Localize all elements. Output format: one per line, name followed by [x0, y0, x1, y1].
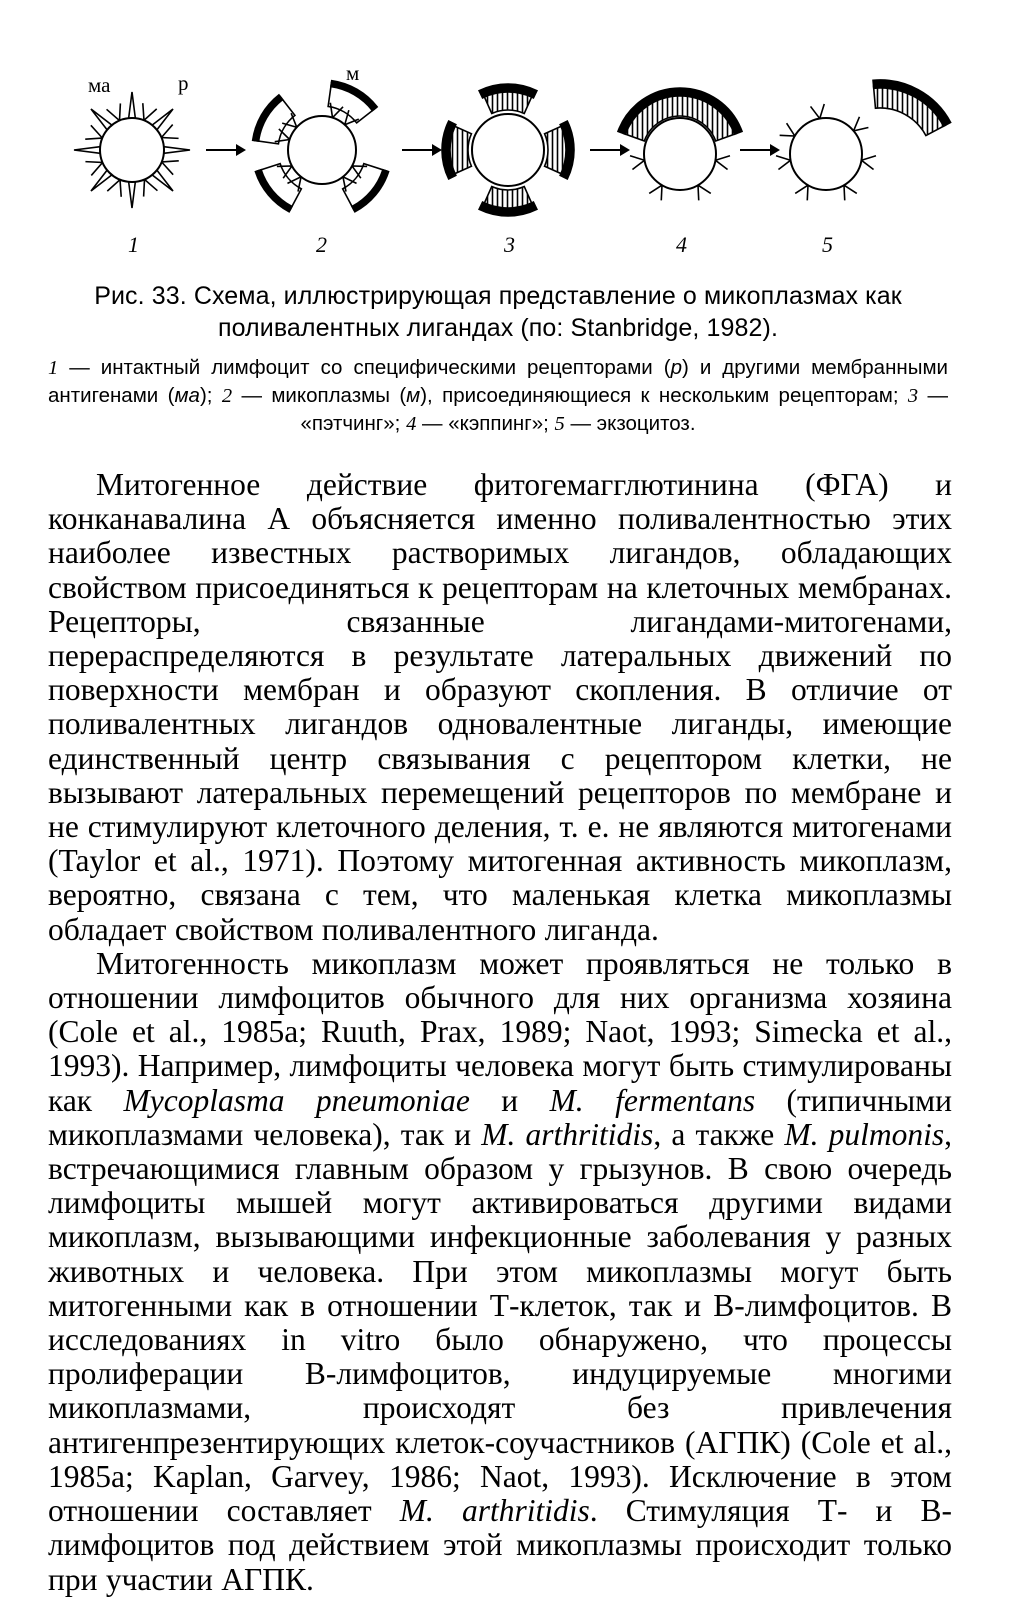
arrow-1-2 [206, 144, 246, 156]
legend-text-2b: ), присоединяющиеся к нескольким рецепторам; [420, 384, 908, 407]
figure-caption [48, 280, 948, 438]
cell-membrane [100, 118, 164, 182]
legend-number-1: 1 [48, 357, 59, 379]
species-name-2: M. fermentans [549, 1082, 756, 1118]
receptor [630, 156, 645, 170]
label-r: р [178, 71, 189, 95]
species-name-3: M. arthritidis [481, 1116, 654, 1152]
receptor [144, 179, 158, 196]
arrow-4-5 [740, 144, 780, 156]
exocytosed-cap [873, 80, 951, 136]
legend-number-5: 5 [554, 413, 565, 435]
receptor [811, 104, 825, 119]
cell-stage-4 [618, 88, 742, 200]
paragraph-2-text-c: (типичными микоплазмами человека), так и [48, 1082, 952, 1152]
legend-text-1b: ) и другими мембранными антигенами ( [48, 356, 948, 407]
legend-abbr-antigen: ма [174, 384, 200, 407]
stage-number-3: 3 [504, 232, 515, 257]
cell-stage-2 [253, 81, 389, 212]
arrow-2-3 [402, 144, 442, 156]
cell-membrane [790, 118, 862, 190]
cell-stage-5 [776, 104, 876, 200]
legend-text-5: — экзоцитоз. [564, 412, 696, 435]
legend-abbr-mycoplasma: м [406, 384, 421, 407]
receptor [844, 185, 857, 200]
species-name-5: M. arthritidis [399, 1493, 590, 1529]
receptor [780, 123, 795, 136]
species-name-1: Mycoplasma pneumoniae [123, 1082, 470, 1118]
receptor [776, 156, 791, 170]
legend-number-4: 4 [406, 413, 417, 435]
receptor [795, 185, 808, 200]
legend-number-3: 3 [907, 385, 919, 407]
legend-abbr-receptor: р [670, 356, 682, 379]
legend-text-1c: ); [199, 384, 222, 407]
receptor [162, 161, 179, 175]
receptor [85, 125, 102, 139]
legend-text-3: — «пэтчинг»; [300, 384, 949, 435]
receptor [143, 103, 157, 120]
receptor [161, 125, 178, 139]
cell-membrane [288, 116, 356, 184]
legend-text-1a: — интактный лимфоцит со специфическими рецепторами ( [58, 356, 671, 379]
receptor-spike [129, 182, 136, 208]
cell-stage-1 [74, 92, 190, 208]
paragraph-2-text-e: , встречающимися главным образом у грызунов. В свою очередь лимфоциты мышей могут активироваться другими видами микоплазм, вызывающими инфекционные заболевания у разных животных и человека. При этом микоплазмы могут быть митогенными как в отношении Т-клеток, так и В-лимфоцитов. В исследованиях in vitro было обнаружено, что процессы пролиферации В-лимфоцитов, индуцируемые многими микоплазмами, происходят без привлечения антигенпрезентирующих клеток-соучастников (АГПК) (Cole et al., 1985a; Kaplan, Garvey, 1986; Naot, 1993). Исключение в этом отношении составляет [48, 1116, 953, 1529]
legend-number-2: 2 [221, 385, 233, 407]
receptor [107, 180, 121, 197]
caption-legend [48, 354, 948, 438]
legend-text-2a: — микоплазмы ( [232, 384, 407, 407]
cell-membrane [472, 114, 544, 186]
paragraph-2 [48, 947, 952, 1597]
paragraph-2-text-d: , а также [653, 1116, 785, 1152]
stage-number-1: 1 [128, 232, 139, 257]
caption-title-line-1: Рис. 33. Схема, иллюстрирующая представление о микоплазмах как [94, 282, 902, 310]
receptor-spike [74, 147, 100, 154]
stage-number-4: 4 [676, 232, 687, 257]
label-ma: ма [88, 73, 111, 97]
stage-number-2: 2 [316, 232, 327, 257]
receptor-spike [164, 147, 190, 154]
paragraph-2-text-b: и [469, 1082, 550, 1118]
figure-33 [40, 30, 1000, 275]
mycoplasma-ligand-diagram [40, 30, 1000, 275]
receptor [854, 117, 869, 131]
paragraph-1: Митогенное действие фитогемагглютинина (ФГА) и конканавалина А объясняется именно поливалентностью этих наиболее известных растворимых лигандов, обладающих свойством присоединяться к рецепторам на клеточных мембранах. Рецепторы, связанные лигандами-митогенами, перераспределяются в результате латеральных движений по поверхности мембран и образуют скопления. В отличие от поливалентных лигандов одновалентные лиганды, имеющие единственный центр связывания с рецептором клетки, не вызывают латеральных перемещений рецепторов по мембране и не стимулируют клеточного деления, т. е. не являются митогенами (Taylor et al., 1971). Поэтому митогенная активность микоплазм, вероятно, связана с тем, что маленькая клетка микоплазмы обладает свойством поливалентного лиганда. [48, 467, 952, 947]
receptor [698, 185, 711, 200]
arrow-3-4 [590, 144, 630, 156]
label-m: м [346, 61, 360, 85]
receptor [107, 103, 121, 120]
paragraph-2-text-a: Митогенность микоплазм может проявляться не только в отношении лимфоцитов обычного для них организма хозяина (Cole et al., 1985a; Ruuth, Prax, 1989; Naot, 1993; Simecka et al., 1993). Например, лимфоциты человека могут быть стимулированы как [48, 945, 952, 1118]
receptor [715, 156, 730, 170]
cell-stage-3 [442, 84, 574, 216]
receptor [861, 156, 876, 170]
caption-title-line-2: поливалентных лигандах (по: Stanbridge, 1982). [217, 314, 779, 342]
body-text [48, 468, 952, 1597]
receptor-spike [129, 92, 136, 118]
species-name-4: M. pulmonis [784, 1116, 945, 1152]
cell-membrane [644, 118, 716, 190]
legend-text-4: — «кэппинг»; [416, 412, 555, 435]
receptor [649, 185, 662, 200]
stage-number-5: 5 [822, 232, 833, 257]
receptor [85, 162, 102, 176]
paragraph-2-text-f: . Стимуляция Т- и В-лимфоцитов под действием этой микоплазмы происходит только при участии АГПК. [48, 1493, 952, 1597]
